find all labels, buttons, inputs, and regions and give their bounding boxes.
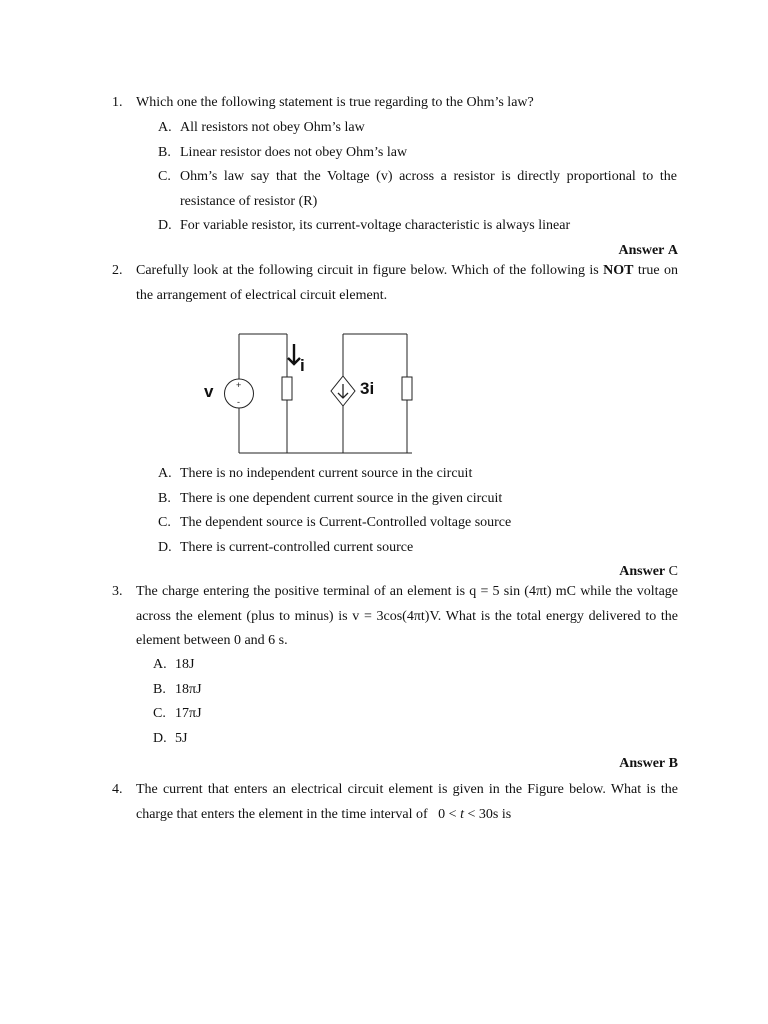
question-number: 1. xyxy=(112,95,123,110)
question-text-part: The current that enters an electrical circuit element is given in the Figure below. What is the charge that enters the element in the time interval of 0 < xyxy=(136,782,682,822)
answer-3 xyxy=(619,754,678,774)
option-d xyxy=(158,536,677,561)
option-text: 18πJ xyxy=(175,681,202,697)
answer-1 xyxy=(618,241,678,261)
option-c xyxy=(153,702,453,727)
option-text: Linear resistor does not obey Ohm’s law xyxy=(180,144,408,160)
option-letter: C. xyxy=(158,169,171,184)
resistor-icon xyxy=(402,377,412,400)
question-text: Which one the following statement is true regarding to the Ohm’s law? xyxy=(136,95,534,110)
option-c xyxy=(158,511,677,536)
question-1-options xyxy=(158,116,677,239)
dependent-source-label: 3i xyxy=(360,379,375,398)
option-c xyxy=(158,165,677,214)
option-b xyxy=(158,141,677,166)
option-a xyxy=(158,116,677,141)
option-a xyxy=(153,653,453,678)
voltage-label: v xyxy=(204,382,214,401)
option-text: All resistors not obey Ohm’s law xyxy=(180,120,365,135)
minus-sign: - xyxy=(237,397,240,407)
answer-value: A xyxy=(667,243,678,258)
option-letter: D. xyxy=(158,218,172,233)
question-text-part: Carefully look at the following circuit in figure below. Which of the following is xyxy=(136,263,604,278)
option-text: The dependent source is Current-Controlled voltage source xyxy=(180,515,512,530)
option-text: There is one dependent current source in the given circuit xyxy=(180,490,503,506)
question-emphasis: NOT xyxy=(603,263,634,278)
option-text: For variable resistor, its current-voltage characteristic is always linear xyxy=(180,218,571,233)
question-text-part: < 30s is xyxy=(463,806,512,822)
option-text: 18J xyxy=(175,657,195,672)
down-arrow-icon xyxy=(338,384,348,398)
option-b xyxy=(158,487,677,512)
answer-label: Answer xyxy=(619,564,666,579)
question-2 xyxy=(112,259,678,308)
question-3-options xyxy=(153,653,453,751)
question-text xyxy=(136,259,678,308)
option-letter: B. xyxy=(153,681,166,697)
option-d xyxy=(153,727,453,752)
current-label: i xyxy=(300,356,305,375)
option-letter: C. xyxy=(153,706,166,721)
option-a xyxy=(158,462,677,487)
option-letter: D. xyxy=(153,730,167,746)
option-text: There is no independent current source in the circuit xyxy=(180,466,473,481)
question-number: 3. xyxy=(112,584,123,599)
question-1 xyxy=(112,91,678,116)
question-3 xyxy=(112,580,678,654)
resistor-icon xyxy=(282,377,292,400)
option-letter: C. xyxy=(158,515,171,530)
question-text xyxy=(136,778,682,827)
current-arrow-icon xyxy=(288,344,300,364)
answer-value: B xyxy=(668,756,678,771)
question-variable: t xyxy=(460,806,464,822)
circuit-diagram xyxy=(196,326,426,462)
option-text: 17πJ xyxy=(175,706,202,721)
answer-label: Answer xyxy=(618,243,665,258)
answer-2 xyxy=(619,562,678,582)
option-letter: A. xyxy=(153,657,167,672)
answer-label: Answer xyxy=(619,756,666,771)
answer-value: C xyxy=(668,564,678,579)
option-letter: B. xyxy=(158,490,171,506)
option-text: Ohm’s law say that the Voltage (v) across a resistor is directly proportional to the resistance of resistor (R) xyxy=(180,169,677,209)
question-text-part: true on the arrangement of electrical circuit element. xyxy=(136,263,678,303)
plus-sign: + xyxy=(236,380,242,390)
option-letter: A. xyxy=(158,466,172,481)
option-letter: A. xyxy=(158,120,172,135)
question-4 xyxy=(112,778,682,827)
option-letter: D. xyxy=(158,539,172,555)
option-d xyxy=(158,214,677,239)
question-number: 4. xyxy=(112,782,123,797)
question-text: The charge entering the positive terminal of an element is q = 5 sin (4πt) mC while the voltage across the element (plus to minus) is v = 3cos(4πt)V. What is the total energy delivered to the element between 0 and 6 s. xyxy=(136,584,678,648)
option-text: 5J xyxy=(175,730,188,746)
option-text: There is current-controlled current source xyxy=(180,539,414,555)
option-letter: B. xyxy=(158,144,171,160)
question-2-options xyxy=(158,462,677,560)
option-b xyxy=(153,678,453,703)
question-number: 2. xyxy=(112,263,123,278)
